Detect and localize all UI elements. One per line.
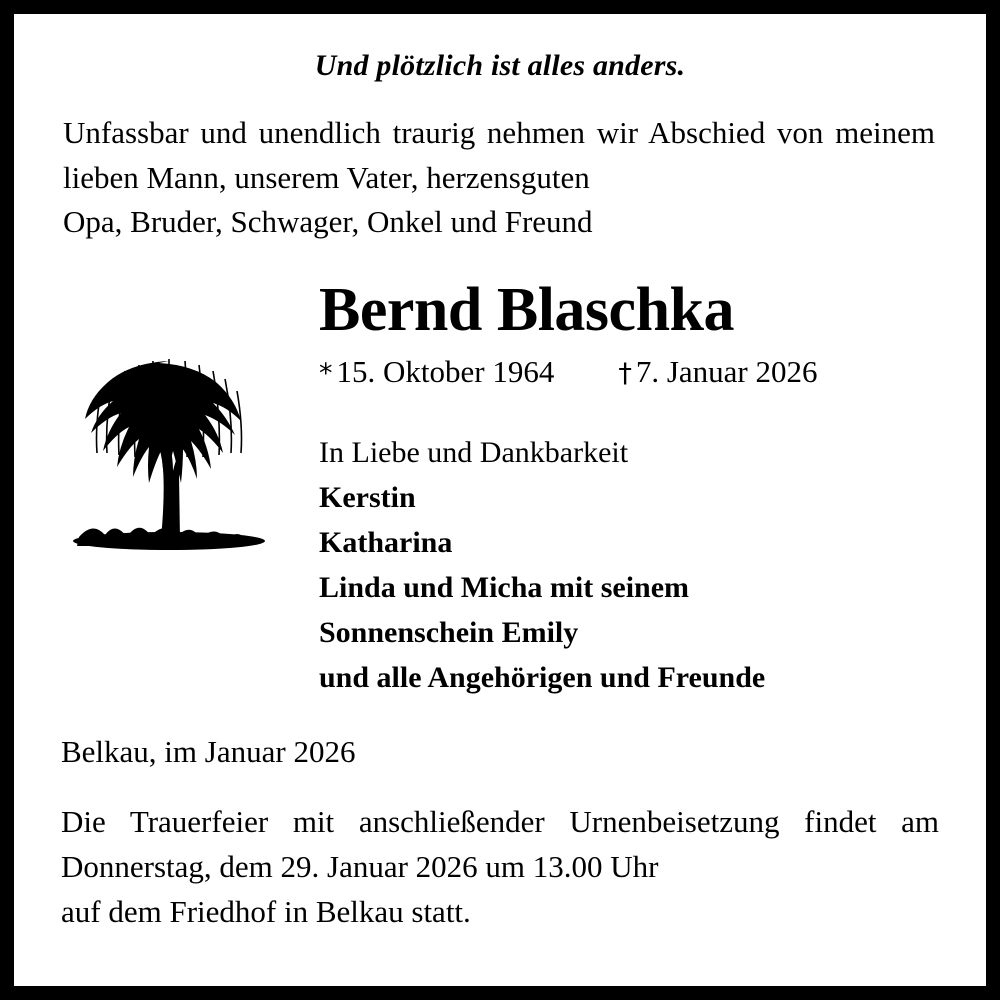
list-item: Kerstin <box>319 481 416 515</box>
list-item: und alle Angehörigen und Freunde <box>319 661 766 695</box>
death-date <box>618 354 817 390</box>
ceremony-line-1: Die Trauerfeier mit anschließender Urnenbeisetzung <box>61 804 780 840</box>
ceremony-line-2: findet am Donnerstag, dem 29. Januar 2026 um 13.00 Uhr <box>61 804 939 885</box>
intro-line-1: Unfassbar und unendlich traurig nehmen wir Abschied <box>63 115 766 150</box>
dedication-text: In Liebe und Dankbarkeit <box>319 436 629 470</box>
death-cross-icon: † <box>618 358 632 390</box>
place-and-date: Belkau, im Januar 2026 <box>61 734 356 770</box>
ceremony-line-3: auf dem Friedhof in Belkau statt. <box>61 893 471 929</box>
birth-star-icon: * <box>319 358 333 390</box>
weeping-willow-tree-icon <box>61 317 281 567</box>
memorial-block <box>61 275 939 700</box>
ceremony-paragraph <box>61 800 939 935</box>
birth-date-value: 15. Oktober 1964 <box>336 354 555 390</box>
intro-line-3: Opa, Bruder, Schwager, Onkel und Freund <box>63 204 593 240</box>
list-item: Sonnenschein Emily <box>319 616 579 650</box>
intro-line-2: von meinem lieben Mann, unserem Vater, herzensguten <box>63 115 935 195</box>
name-area <box>319 275 939 700</box>
intro-paragraph <box>63 111 935 245</box>
deceased-name: Bernd Blaschka <box>319 275 735 344</box>
life-dates <box>319 354 939 390</box>
list-item: Linda und Micha mit seinem <box>319 571 690 605</box>
obituary-inner-frame <box>14 14 986 986</box>
death-date-value: 7. Januar 2026 <box>635 354 818 390</box>
family-list <box>319 430 939 700</box>
list-item: Katharina <box>319 526 453 560</box>
birth-date <box>319 354 554 390</box>
page-title: Und plötzlich ist alles anders. <box>314 49 686 82</box>
